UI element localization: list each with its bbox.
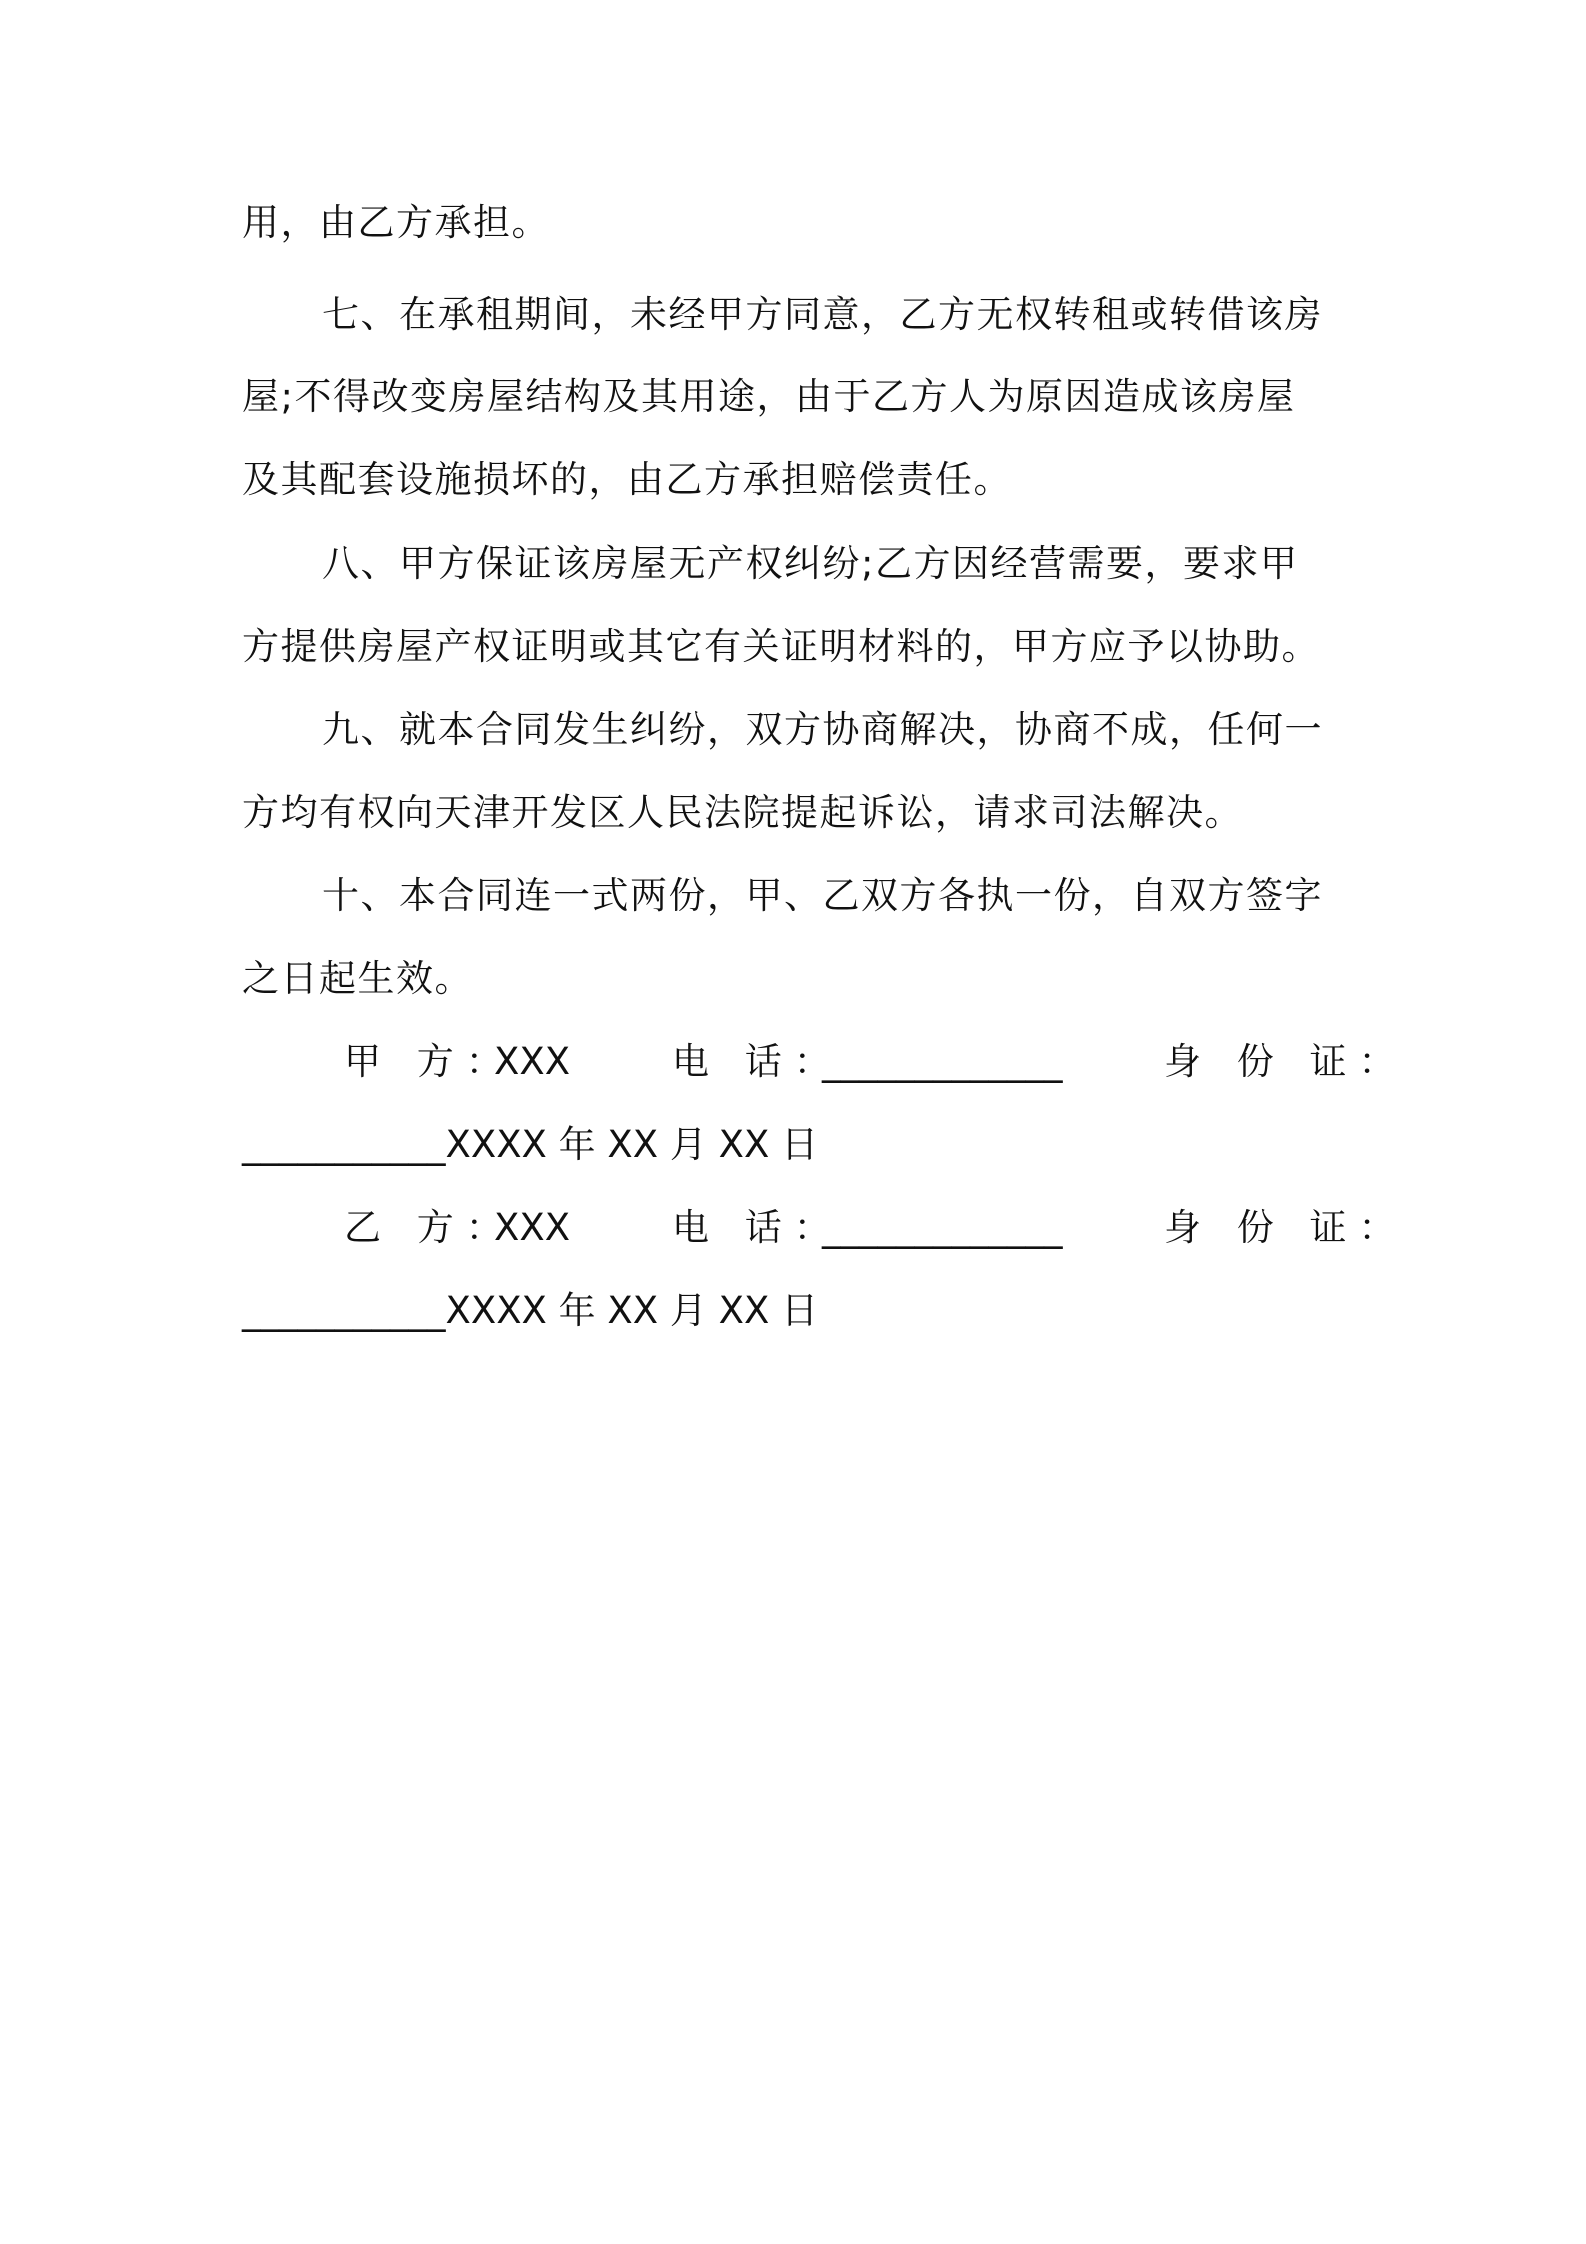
party-b-row: [0, 1203, 1586, 1253]
party-b-phone-blank: _____________: [822, 1206, 1063, 1249]
party-a-id-blank-date: ___________XXXX 年 XX 月 XX 日: [242, 1123, 819, 1166]
clause-seven-line-3: 及其配套设施损坏的，由乙方承担赔偿责任。: [242, 458, 1012, 501]
party-b-id-label: 身 份 证：: [1164, 1206, 1408, 1249]
party-b-id-blank-date: ___________XXXX 年 XX 月 XX 日: [242, 1289, 819, 1332]
clause-eight-line-1: 八、甲方保证该房屋无产权纠纷;乙方因经营需要，要求甲: [322, 542, 1299, 585]
party-a-date-row: [0, 1120, 1586, 1170]
party-b-label: 乙 方：: [344, 1206, 515, 1249]
clause-seven-line-2: 屋;不得改变房屋结构及其用途，由于乙方人为原因造成该房屋: [242, 375, 1296, 418]
party-a-label: 甲 方：: [344, 1040, 515, 1083]
clause-ten-line-1: 十、本合同连一式两份，甲、乙双方各执一份，自双方签字: [322, 874, 1323, 917]
party-b-phone-label: 电 话：: [672, 1206, 843, 1249]
party-a-phone-label: 电 话：: [672, 1040, 843, 1083]
text-line-1: 用，由乙方承担。: [242, 201, 550, 244]
party-a-phone-blank: _____________: [822, 1040, 1063, 1083]
clause-nine-line-1: 九、就本合同发生纠纷，双方协商解决，协商不成，任何一: [322, 708, 1323, 751]
party-b-name: XXX: [494, 1206, 571, 1249]
clause-seven-line-1: 七、在承租期间，未经甲方同意，乙方无权转租或转借该房: [322, 293, 1323, 336]
clause-nine-line-2: 方均有权向天津开发区人民法院提起诉讼，请求司法解决。: [242, 791, 1243, 834]
clause-eight-line-2: 方提供房屋产权证明或其它有关证明材料的，甲方应予以协助。: [242, 625, 1320, 668]
party-a-id-label: 身 份 证：: [1164, 1040, 1408, 1083]
party-a-row: [0, 1037, 1586, 1087]
party-a-name: XXX: [494, 1040, 571, 1083]
party-b-date-row: [0, 1286, 1586, 1336]
clause-ten-line-2: 之日起生效。: [242, 957, 473, 1000]
